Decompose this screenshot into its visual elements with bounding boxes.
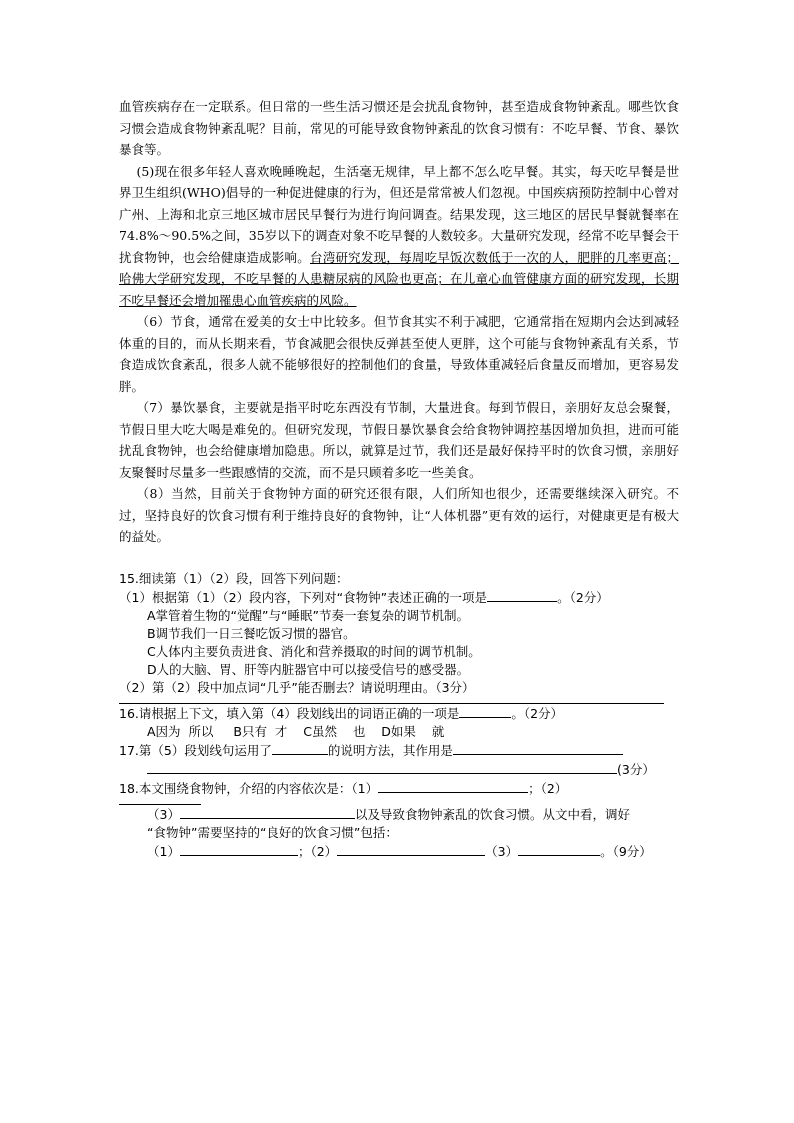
q18-blank-3[interactable] bbox=[180, 805, 355, 819]
q17-score: (3分） bbox=[617, 762, 655, 777]
q18-habit-1-label: （1） bbox=[147, 844, 180, 859]
q16-answer-blank[interactable] bbox=[459, 704, 511, 718]
q15-part1 bbox=[119, 588, 684, 607]
q15-option-d: D人的大脑、胃、肝等内脏器官中可以接受信号的感受器。 bbox=[147, 662, 470, 677]
paragraph-7: （7）暴饮暴食，主要就是指平时吃东西没有节制，大量进食。每到节假日，亲朋好友总会聚餐，节假日里大吃大喝是难免的。但研究发现，节假日暴饮暴食会给食物钟调控基因增加负担，进而可能扰乱食物钟，也会给健康增加隐患。所以，就算是过节，我们还是最好保持平时的饮食习惯，亲朋好友聚餐时尽量多一些跟感情的交流，而不是只顾着多吃一些美食。 bbox=[119, 400, 679, 480]
paragraph-5-underlined-sentence: 台湾研究发现，每周吃早饭次数低于一次的人，肥胖的几率更高；哈佛大学研究发现，不吃早餐的人患糖尿病的风险也更高；在儿童心血管健康方面的研究发现，长期不吃早餐还会增加罹患心血管疾病的风险。 bbox=[119, 249, 679, 308]
q15-part1-answer-blank[interactable] bbox=[487, 588, 557, 602]
q17-method-blank[interactable] bbox=[272, 741, 328, 755]
q18-text-4: 以及导致食物钟紊乱的饮食习惯。从文中看，调好 bbox=[354, 807, 630, 822]
q15-part1-text: （1）根据第（1）（2）段内容，下列对“食物钟”表述正确的一项是 bbox=[119, 590, 488, 605]
q18-line-3: “食物钟”需要坚持的“良好的饮食习惯”包括： bbox=[147, 825, 398, 840]
paragraph-5-text: (5)现在很多年轻人喜欢晚睡晚起，生活毫无规律，早上都不怎么吃早餐。其实，每天吃早餐是世界卫生组织(WHO)倡导的一种促进健康的行为，但还是常常被人们忽视。中国疾病预防控制中心曾对广州、上海和北京三地区城市居民早餐行为进行询问调查。结果发现，这三地区的居民早餐就餐率在74.8%～90.5%之间，35岁以下的调查对象不吃早餐的人数较多。大量研究发现，经常不吃早餐会干扰食物钟，也会给健康造成影响。 bbox=[119, 163, 679, 265]
q16 bbox=[119, 704, 684, 723]
q18-blank-1[interactable] bbox=[378, 779, 528, 793]
paragraph-intro: 血管疾病存在一定联系。但日常的一些生活习惯还是会扰乱食物钟，甚至造成食物钟紊乱。哪些饮食习惯会造成食物钟紊乱呢？目前，常见的可能导致食物钟紊乱的饮食习惯有：不吃早餐、节食、暴饮暴食等。 bbox=[119, 99, 679, 157]
q18 bbox=[119, 779, 684, 798]
paragraph-8: （8）当然，目前关于食物钟方面的研究还很有限，人们所知也很少，还需要继续深入研究。不过，坚持良好的饮食习惯有利于维持良好的食物钟，让“人体机器”更有效的运行，对健康更是有极大的益处。 bbox=[119, 486, 679, 544]
q15-part2: （2）第（2）段中加点词“几乎”能否删去？请说明理由。（3分） bbox=[119, 680, 475, 695]
q18-line-4 bbox=[119, 842, 684, 861]
q15-option-b: B调节我们一日三餐吃饭习惯的器官。 bbox=[147, 626, 356, 641]
q18-line-2 bbox=[119, 805, 684, 824]
reading-passage bbox=[119, 96, 679, 548]
q18-text-2: ；（2） bbox=[528, 781, 568, 796]
q17-function-blank[interactable] bbox=[453, 741, 623, 755]
q15-option-c: C人体内主要负责进食、消化和营养摄取的时间的调节机制。 bbox=[147, 644, 481, 659]
q17-text: 17.第（5）段划线句运用了 bbox=[119, 743, 272, 758]
paragraph-6: （6）节食，通常在爱美的女士中比较多。但节食其实不利于减肥，它通常指在短期内会达到减轻体重的目的，而从长期来看，节食减肥会很快反弹甚至使人更胖，这个可能与食物钟紊乱有关系，节食造成饮食紊乱，很多人就不能够很好的控制他们的食量，导致体重减轻后食量反而增加，更容易发胖。 bbox=[119, 314, 679, 394]
q15-option-a: A掌管着生物的“觉醒”与“睡眠”节奏一套复杂的调节机制。 bbox=[147, 608, 469, 623]
q18-habit-2-label: ；（2） bbox=[297, 844, 338, 859]
q18-habit-3-label: （3） bbox=[485, 844, 519, 859]
q16-score: 。（2分） bbox=[511, 706, 564, 721]
question-section bbox=[119, 570, 684, 861]
q18-text: 18.本文围绕食物钟，介绍的内容依次是：（1） bbox=[119, 781, 379, 796]
q18-habit-2-blank[interactable] bbox=[337, 842, 485, 856]
q17 bbox=[119, 741, 684, 760]
q18-habit-3-blank[interactable] bbox=[518, 842, 600, 856]
q17-text-2: 的说明方法，其作用是 bbox=[327, 743, 453, 758]
q18-habit-1-blank[interactable] bbox=[180, 842, 298, 856]
q18-text-3: （3） bbox=[147, 807, 180, 822]
q16-options: A因为 所以 B只有 才 C虽然 也 D如果 就 bbox=[147, 724, 445, 739]
q15-title: 15.细读第（1）（2）段，回答下列问题： bbox=[119, 571, 349, 586]
q17-function-blank-2[interactable] bbox=[147, 760, 617, 774]
q15-part1-score: 。（2分） bbox=[557, 590, 609, 605]
q16-text: 16.请根据上下文，填入第（4）段划线出的词语正确的一项是 bbox=[119, 706, 460, 721]
paragraph-5 bbox=[119, 161, 679, 312]
q18-score: 。（9分） bbox=[600, 844, 652, 859]
q17-line-2 bbox=[119, 760, 684, 779]
